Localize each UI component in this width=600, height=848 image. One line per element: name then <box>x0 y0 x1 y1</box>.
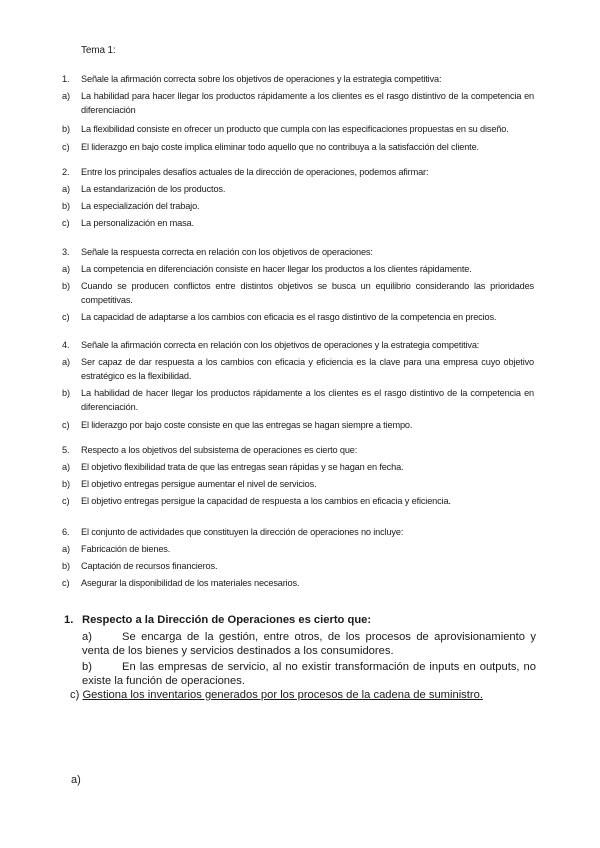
option-c <box>0 418 600 432</box>
option-letter: a) <box>62 264 70 274</box>
question-1 <box>0 72 600 154</box>
option-a <box>0 262 600 276</box>
option-text: Asegurar la disponibilidad de los materiales necesarios. <box>81 578 300 588</box>
option-c <box>70 688 483 702</box>
option-letter: b) <box>62 388 70 398</box>
option-a <box>0 89 600 117</box>
option-letter: a) <box>62 357 70 367</box>
question-text: Entre los principales desafíos actuales de la dirección de operaciones, podemos afirmar: <box>81 167 429 177</box>
question-5 <box>0 443 600 508</box>
question-number: 1. <box>64 614 74 626</box>
option-text: Gestiona los inventarios generados por los procesos de la cadena de suministro. <box>82 689 483 701</box>
option-text: El objetivo flexibilidad trata de que las entregas sean rápidas y se hagan en fecha. <box>81 462 404 472</box>
option-letter: a) <box>62 462 70 472</box>
option-text: Fabricación de bienes. <box>81 544 171 554</box>
question-text: Señale la afirmación correcta sobre los objetivos de operaciones y la estrategia competitiva: <box>81 74 442 84</box>
option-b <box>0 199 600 213</box>
question-number: 2. <box>62 167 70 177</box>
option-letter: c) <box>62 578 70 588</box>
question-text: Señale la afirmación correcta en relación con los objetivos de operaciones y la estrategia competitiva: <box>81 340 480 350</box>
trailing-option-letter: a) <box>71 774 81 786</box>
option-text: En las empresas de servicio, al no existir transformación de inputs en outputs, no existe la función de operaciones. <box>82 661 536 687</box>
option-letter: c) <box>62 420 70 430</box>
option-letter: c) <box>70 689 80 701</box>
option-c <box>0 310 600 324</box>
question-text: Respecto a la Dirección de Operaciones es cierto que: <box>82 614 372 626</box>
option-a <box>0 460 600 474</box>
option-a <box>0 182 600 196</box>
option-text: La personalización en masa. <box>81 218 194 228</box>
option-c <box>0 140 600 154</box>
option-a <box>0 542 600 556</box>
option-letter: a) <box>82 631 92 643</box>
question-number: 4. <box>62 340 70 350</box>
option-b <box>82 660 536 688</box>
question-number: 1. <box>62 74 70 84</box>
option-text: La habilidad para hacer llegar los productos rápidamente a los clientes es el rasgo distintivo de la competencia en diferenciación <box>81 91 534 115</box>
option-text: La flexibilidad consiste en ofrecer un producto que cumpla con las especificaciones propuestas en su diseño. <box>81 124 509 134</box>
option-letter: c) <box>62 218 70 228</box>
option-text: El liderazgo en bajo coste implica eliminar todo aquello que no contribuya a la satisfacción del cliente. <box>81 142 479 152</box>
question-text: Señale la respuesta correcta en relación con los objetivos de operaciones: <box>81 247 373 257</box>
option-text: Se encarga de la gestión, entre otros, de los procesos de aprovisionamiento y venta de los bienes y servicios destinados a los consumidores. <box>82 631 536 657</box>
option-c <box>0 576 600 590</box>
option-text: Cuando se producen conflictos entre distintos objetivos se busca un equilibrio considerando las prioridades competitivas. <box>81 281 534 305</box>
option-text: Ser capaz de dar respuesta a los cambios con eficacia y eficiencia es la clave para una empresa cuyo objetivo estratégico es la flexibilidad. <box>81 357 534 381</box>
question-4 <box>0 338 600 432</box>
question-number: 5. <box>62 445 70 455</box>
option-letter: c) <box>62 312 70 322</box>
option-text: La capacidad de adaptarse a los cambios con eficacia es el rasgo distintivo de la competencia en precios. <box>81 312 497 322</box>
option-letter: b) <box>82 661 92 673</box>
option-letter: a) <box>62 544 70 554</box>
option-c <box>0 216 600 230</box>
document-title: Tema 1: <box>81 45 116 56</box>
option-b <box>0 122 600 136</box>
option-letter: b) <box>62 281 70 291</box>
option-text: El liderazgo por bajo coste consiste en que las entregas se hagan siempre a tiempo. <box>81 420 413 430</box>
option-letter: c) <box>62 496 70 506</box>
option-b <box>0 279 600 307</box>
option-letter: b) <box>62 124 70 134</box>
option-letter: b) <box>62 201 70 211</box>
question-3 <box>0 245 600 324</box>
option-text: La estandarización de los productos. <box>81 184 226 194</box>
option-b <box>0 559 600 573</box>
option-c <box>0 494 600 508</box>
option-text: La competencia en diferenciación consiste en hacer llegar los productos a los clientes rápidamente. <box>81 264 472 274</box>
option-text: Captación de recursos financieros. <box>81 561 218 571</box>
question-text: El conjunto de actividades que constituyen la dirección de operaciones no incluye: <box>81 527 404 537</box>
option-letter: b) <box>62 561 70 571</box>
question-number: 6. <box>62 527 70 537</box>
option-letter: c) <box>62 142 70 152</box>
option-text: El objetivo entregas persigue la capacidad de respuesta a los cambios en eficacia y eficiencia. <box>81 496 451 506</box>
option-text: El objetivo entregas persigue aumentar el nivel de servicios. <box>81 479 317 489</box>
option-b <box>0 477 600 491</box>
option-letter: a) <box>62 91 70 101</box>
question-text: Respecto a los objetivos del subsistema de operaciones es cierto que: <box>81 445 358 455</box>
option-letter: b) <box>62 479 70 489</box>
question-2 <box>0 165 600 230</box>
option-a <box>82 630 536 658</box>
option-letter: a) <box>62 184 70 194</box>
option-a <box>0 355 600 383</box>
question-number: 3. <box>62 247 70 257</box>
option-b <box>0 386 600 414</box>
option-text: La especialización del trabajo. <box>81 201 200 211</box>
question-6 <box>0 525 600 590</box>
option-text: La habilidad de hacer llegar los productos rápidamente a los clientes es el rasgo distintivo de la competencia en diferenciación. <box>81 388 534 412</box>
